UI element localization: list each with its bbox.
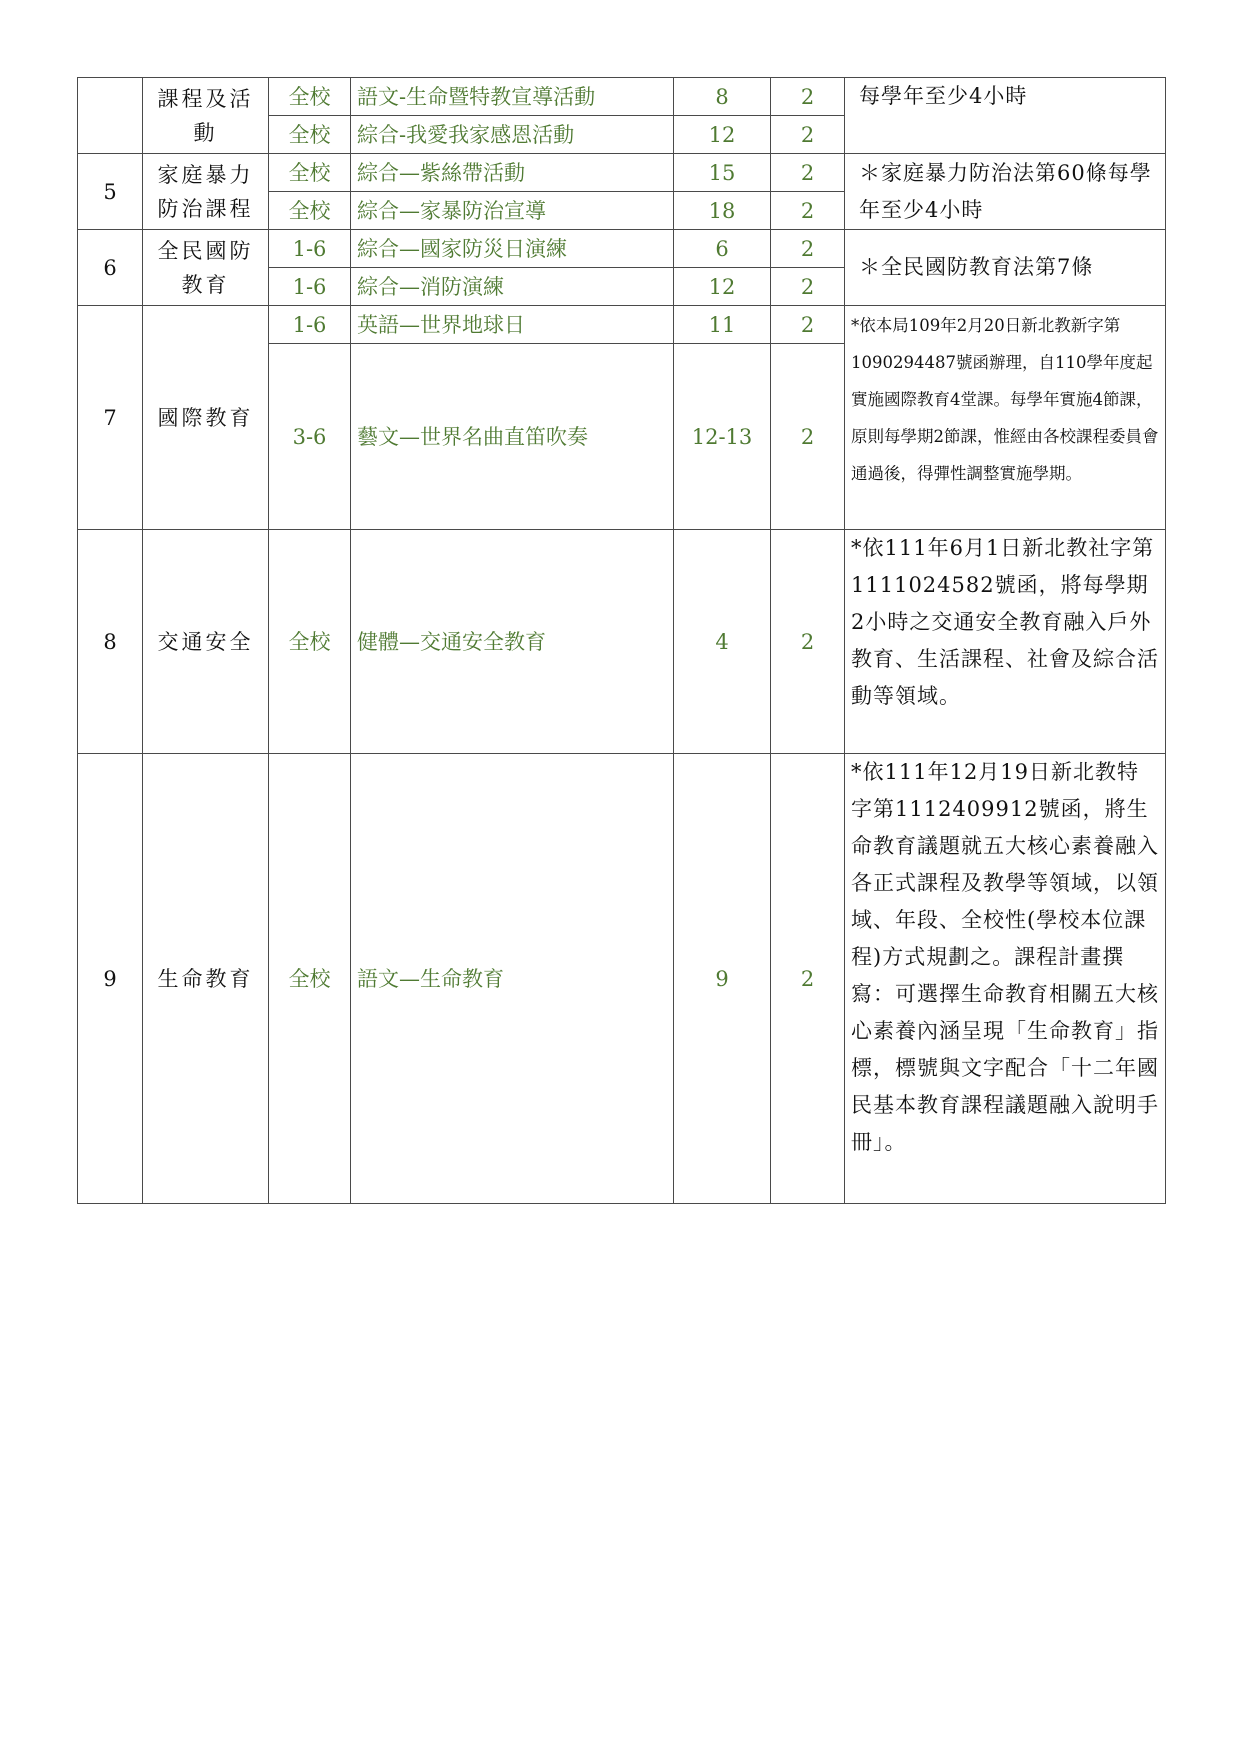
hours-cell: 2 [771, 78, 845, 116]
curriculum-table [77, 77, 1166, 1204]
week-cell: 11 [674, 306, 771, 344]
hours-cell: 2 [771, 344, 845, 530]
row-number: 8 [78, 530, 143, 754]
hours-cell: 2 [771, 192, 845, 230]
course-cell: 綜合—家暴防治宣導 [351, 192, 674, 230]
week-cell: 12 [674, 116, 771, 154]
topic-cell: 生命教育 [143, 754, 269, 1204]
course-cell: 語文-生命暨特教宣導活動 [351, 78, 674, 116]
week-cell: 15 [674, 154, 771, 192]
grade-cell: 全校 [269, 754, 351, 1204]
week-cell: 9 [674, 754, 771, 1204]
course-cell: 語文—生命教育 [351, 754, 674, 1204]
topic-cell: 全民國防教育 [143, 230, 269, 306]
table-row [78, 78, 1166, 116]
grade-cell: 全校 [269, 116, 351, 154]
grade-cell: 全校 [269, 154, 351, 192]
course-cell: 英語—世界地球日 [351, 306, 674, 344]
grade-cell: 1-6 [269, 268, 351, 306]
hours-cell: 2 [771, 754, 845, 1204]
week-cell: 12 [674, 268, 771, 306]
table-row [78, 306, 1166, 344]
grade-cell: 全校 [269, 78, 351, 116]
week-cell: 12-13 [674, 344, 771, 530]
grade-cell: 3-6 [269, 344, 351, 530]
hours-cell: 2 [771, 154, 845, 192]
row-number [78, 78, 143, 154]
table-row [78, 154, 1166, 192]
grade-cell: 全校 [269, 192, 351, 230]
week-cell: 18 [674, 192, 771, 230]
note-cell: *依本局109年2月20日新北教新字第1090294487號函辦理，自110學年度起實施國際教育4堂課。每學年實施4節課，原則每學期2節課，惟經由各校課程委員會通過後，得彈性調整實施學期。 [845, 306, 1166, 530]
hours-cell: 2 [771, 230, 845, 268]
hours-cell: 2 [771, 306, 845, 344]
note-cell: 每學年至少4小時 [845, 78, 1166, 154]
week-cell: 4 [674, 530, 771, 754]
course-cell: 健體—交通安全教育 [351, 530, 674, 754]
note-cell: *依111年12月19日新北教特字第1112409912號函，將生命教育議題就五大核心素養融入各正式課程及教學等領域，以領域、年段、全校性(學校本位課程)方式規劃之。課程計畫撰寫：可選擇生命教育相關五大核心素養內涵呈現「生命教育」指標，標號與文字配合「十二年國民基本教育課程議題融入說明手冊」。 [845, 754, 1166, 1204]
hours-cell: 2 [771, 116, 845, 154]
row-number: 5 [78, 154, 143, 230]
course-cell: 綜合-我愛我家感恩活動 [351, 116, 674, 154]
table-row [78, 230, 1166, 268]
grade-cell: 全校 [269, 530, 351, 754]
course-cell: 綜合—紫絲帶活動 [351, 154, 674, 192]
grade-cell: 1-6 [269, 230, 351, 268]
row-number: 6 [78, 230, 143, 306]
course-cell: 綜合—國家防災日演練 [351, 230, 674, 268]
course-cell: 綜合—消防演練 [351, 268, 674, 306]
note-cell: ＊全民國防教育法第7條 [845, 230, 1166, 306]
grade-cell: 1-6 [269, 306, 351, 344]
note-cell: ＊家庭暴力防治法第60條每學年至少4小時 [845, 154, 1166, 230]
hours-cell: 2 [771, 268, 845, 306]
note-cell: *依111年6月1日新北教社字第1111024582號函，將每學期2小時之交通安全教育融入戶外教育、生活課程、社會及綜合活動等領域。 [845, 530, 1166, 754]
row-number: 9 [78, 754, 143, 1204]
topic-cell: 國際教育 [143, 306, 269, 530]
hours-cell: 2 [771, 530, 845, 754]
table-row [78, 530, 1166, 754]
row-number: 7 [78, 306, 143, 530]
table-row [78, 754, 1166, 1204]
course-cell: 藝文—世界名曲直笛吹奏 [351, 344, 674, 530]
topic-cell: 家庭暴力防治課程 [143, 154, 269, 230]
topic-cell: 課程及活動 [143, 78, 269, 154]
week-cell: 8 [674, 78, 771, 116]
week-cell: 6 [674, 230, 771, 268]
topic-cell: 交通安全 [143, 530, 269, 754]
